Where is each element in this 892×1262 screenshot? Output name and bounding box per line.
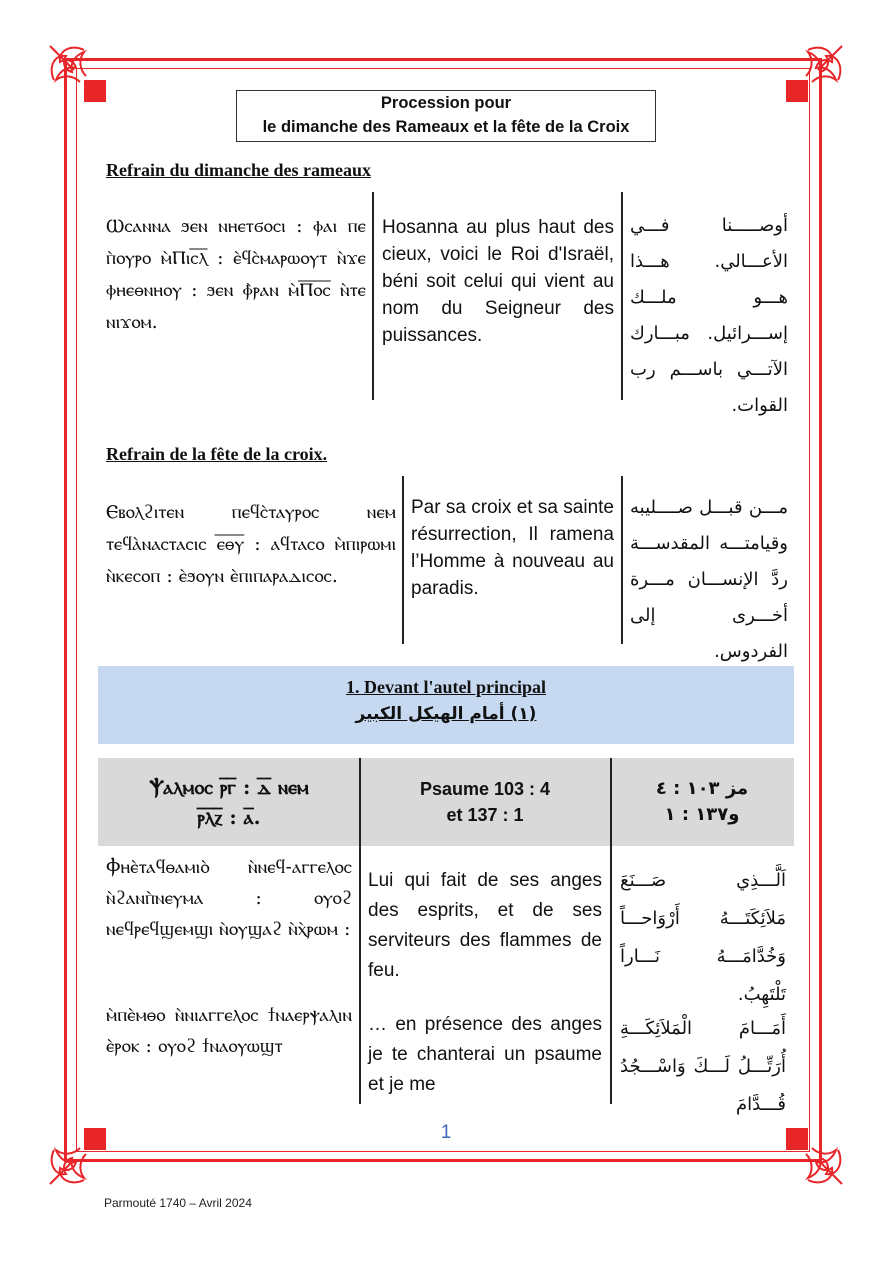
verse-1-french: Lui qui fait de ses anges des esprits, et de ses serviteurs des flammes de feu. — [368, 870, 602, 981]
title-line-2: le dimanche des Rameaux et la fête de la Croix — [262, 118, 630, 136]
fleur-de-lis-ornament-icon — [768, 40, 848, 120]
column-divider — [402, 476, 404, 644]
refrain-rameaux-arabic: أوصـــــنا فـــي الأعـــالي. هـــذا هـــو ملـــك إســـرائيل. مبـــارك الآتـــي باســـم رب القوات. — [630, 215, 788, 416]
verse-1-coptic: Ⲫⲏⲉ̀ⲧⲁϥⲑⲁⲙⲓⲟ̀ ⲛ̀ⲛⲉϥ-ⲁⲅⲅⲉⲗⲟⲥ ⲛ̀ϩⲁⲛⲡ̀ⲛⲉⲩⲙⲁ : ⲟⲩⲟϩ ⲛⲉϥⲣⲉϥϣⲉⲙϣⲓ ⲛ̀ⲟⲩϣⲁϩ ⲛ̀ⲭ̀ⲣⲱⲙ : — [106, 856, 352, 940]
page-number: 1 — [440, 1122, 452, 1143]
column-divider — [621, 476, 623, 644]
column-divider — [359, 758, 361, 1104]
station-heading-arabic: (١) أمام الهيكل الكبير — [355, 704, 537, 724]
psalm-french-line-2: et 137 : 1 — [446, 805, 524, 825]
station-heading-french: 1. Devant l'autel principal — [345, 677, 546, 697]
psalm-arabic-line-2: و١٣٧ : ١ — [664, 804, 740, 825]
psalm-reference-french — [360, 758, 610, 846]
fleur-de-lis-ornament-icon — [44, 40, 124, 120]
column-divider — [621, 192, 623, 400]
verse-1-arabic: اَلَّـــذِي صَـــنَعَ مَلاَئِكَتَـــهُ أَرْوَاحـــاً وَخُدَّامَـــهُ نَـــاراً تَلْتَهِبُ. — [620, 870, 786, 1005]
station-heading-band — [98, 666, 794, 744]
section-heading-rameaux: Refrain du dimanche des rameaux — [106, 160, 371, 180]
psalm-french-line-1: Psaume 103 : 4 — [419, 779, 551, 799]
footer-text: Parmouté 1740 – Avril 2024 — [104, 1196, 252, 1210]
verse-2-arabic: أَمَـــامَ الْمَلاَئِكَـــةِ أُرَتِّـــلُ لَـــكَ وَاسْـــجُدُ قُـــدَّامَ — [620, 1018, 786, 1115]
psalm-coptic-line-1: Ⲯⲁⲗⲙⲟⲥ ⲣ̅ⲅ̅ : ⲇ̅ ⲛⲉⲙ — [149, 775, 309, 799]
title-line-1: Procession pour — [380, 94, 512, 112]
section-heading-croix: Refrain de la fête de la croix. — [106, 444, 328, 464]
verse-2-coptic: ⲙ̀ⲡⲉ̀ⲙⲑⲟ ⲛ̀ⲛⲓⲁⲅⲅⲉⲗⲟⲥ ϯⲛⲁⲉⲣⲯⲁⲗⲓⲛ ⲉ̀ⲣⲟⲕ : ⲟⲩⲟϩ ϯⲛⲁⲟⲩⲱϣⲧ — [106, 1004, 352, 1057]
column-divider — [372, 192, 374, 400]
column-divider — [610, 758, 612, 1104]
refrain-croix-french: Par sa croix et sa sainte résurrection, Il ramena l’Homme à nouveau au paradis. — [411, 497, 614, 599]
psalm-reference-arabic — [610, 758, 794, 846]
refrain-croix-arabic: مـــن قبـــل صــــليبه وقيامتـــه المقدســـة ردَّ الإنســـان مـــرة أخـــرى إلى الفردوس. — [630, 497, 788, 662]
psalm-arabic-line-1: مز ١٠٣ : ٤ — [655, 778, 749, 799]
refrain-rameaux-french: Hosanna au plus haut des cieux, voici le Roi d'Israël, béni soit celui qui vient au nom du Seigneur des puissances. — [382, 217, 614, 346]
page-title — [236, 90, 656, 142]
psalm-coptic-line-2: ⲣ̅ⲗ̅ⲍ̅ : ⲁ̅. — [197, 805, 261, 829]
refrain-rameaux-coptic: Ⲱⲥⲁⲛⲛⲁ ϧⲉⲛ ⲛⲏⲉⲧϭⲟⲥⲓ : ⲫⲁⲓ ⲡⲉ ⲡ̀ⲟⲩⲣⲟ ⲙ̀Ⲡⲓⲥ̅ⲗ̅ : ⲉ̀ϥⲥ̀ⲙⲁⲣⲱⲟⲩⲧ ⲛ̀ϫⲉ ⲫⲏⲉⲑⲛⲏⲟⲩ : ϧⲉⲛ ⲫ̀ⲣⲁⲛ ⲙ̀Ⲡ̅ⲟ̅ⲥ̅ ⲛ̀ⲧⲉ ⲛⲓϫⲟⲙ. — [106, 215, 366, 333]
psalm-reference-header — [98, 758, 794, 846]
psalm-reference-coptic — [98, 758, 360, 846]
verse-2-french: … en présence des anges je te chanterai un psaume et je me — [368, 1014, 602, 1095]
refrain-croix-coptic: Ⲉⲃⲟⲗϩⲓⲧⲉⲛ ⲡⲉϥⲥ̀ⲧⲁⲩⲣⲟⲥ ⲛⲉⲙ ⲧⲉϥⲁ̀ⲛⲁⲥⲧⲁⲥⲓⲥ ⲉ̅ⲑ̅ⲩ̅ : ⲁϥⲧⲁⲥⲟ ⲙ̀ⲡⲓⲣⲱⲙⲓ ⲛ̀ⲕⲉⲥⲟⲡ : ⲉ̀ϧⲟⲩⲛ ⲉ̀ⲡⲓⲡⲁⲣⲁⲇⲓⲥⲟⲥ. — [106, 501, 396, 587]
